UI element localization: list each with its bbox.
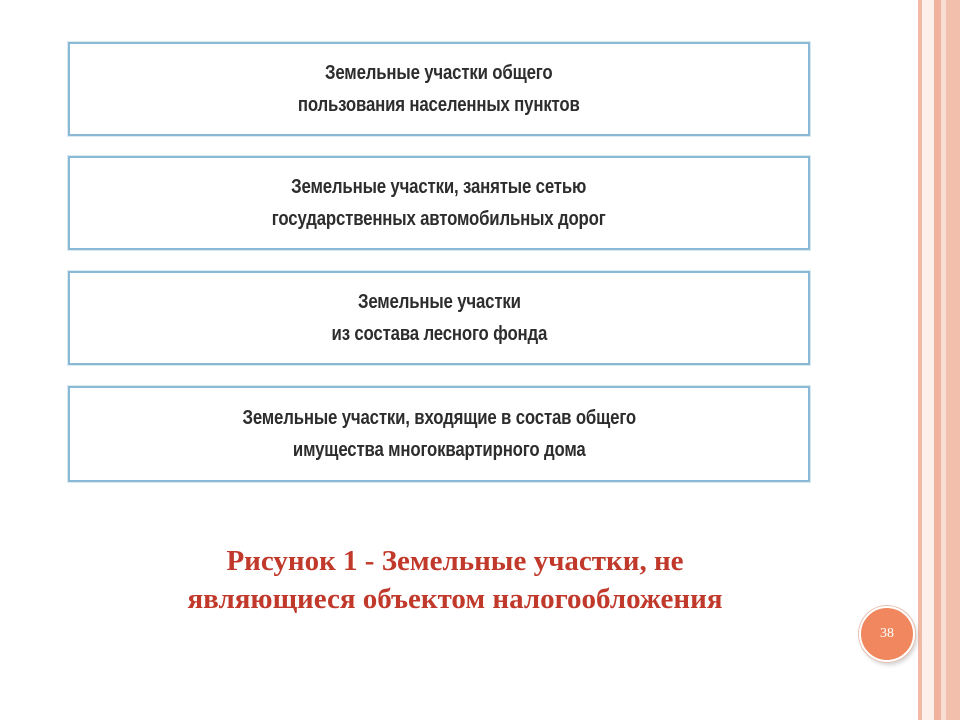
decorative-stripe	[922, 0, 934, 720]
category-box-text: Земельные участки, входящие в состав общего имущества многоквартирного дома	[242, 407, 636, 461]
category-box-text: Земельные участки, занятые сетью государственных автомобильных дорог	[272, 176, 606, 230]
category-box-text: Земельные участки из состава лесного фонда	[331, 291, 547, 345]
decorative-stripe	[946, 0, 960, 720]
figure-caption: Рисунок 1 - Земельные участки, не являющиеся объектом налогообложения	[187, 545, 723, 615]
decorative-stripe	[934, 0, 941, 720]
category-box-public-land	[68, 42, 810, 136]
category-box-road-land	[68, 156, 810, 250]
category-box-text: Земельные участки общего пользования населенных пунктов	[298, 62, 580, 116]
page-number-badge	[859, 606, 915, 662]
page-number: 38	[880, 626, 894, 641]
category-box-apartment-land	[68, 386, 810, 482]
category-box-forest-land	[68, 271, 810, 365]
